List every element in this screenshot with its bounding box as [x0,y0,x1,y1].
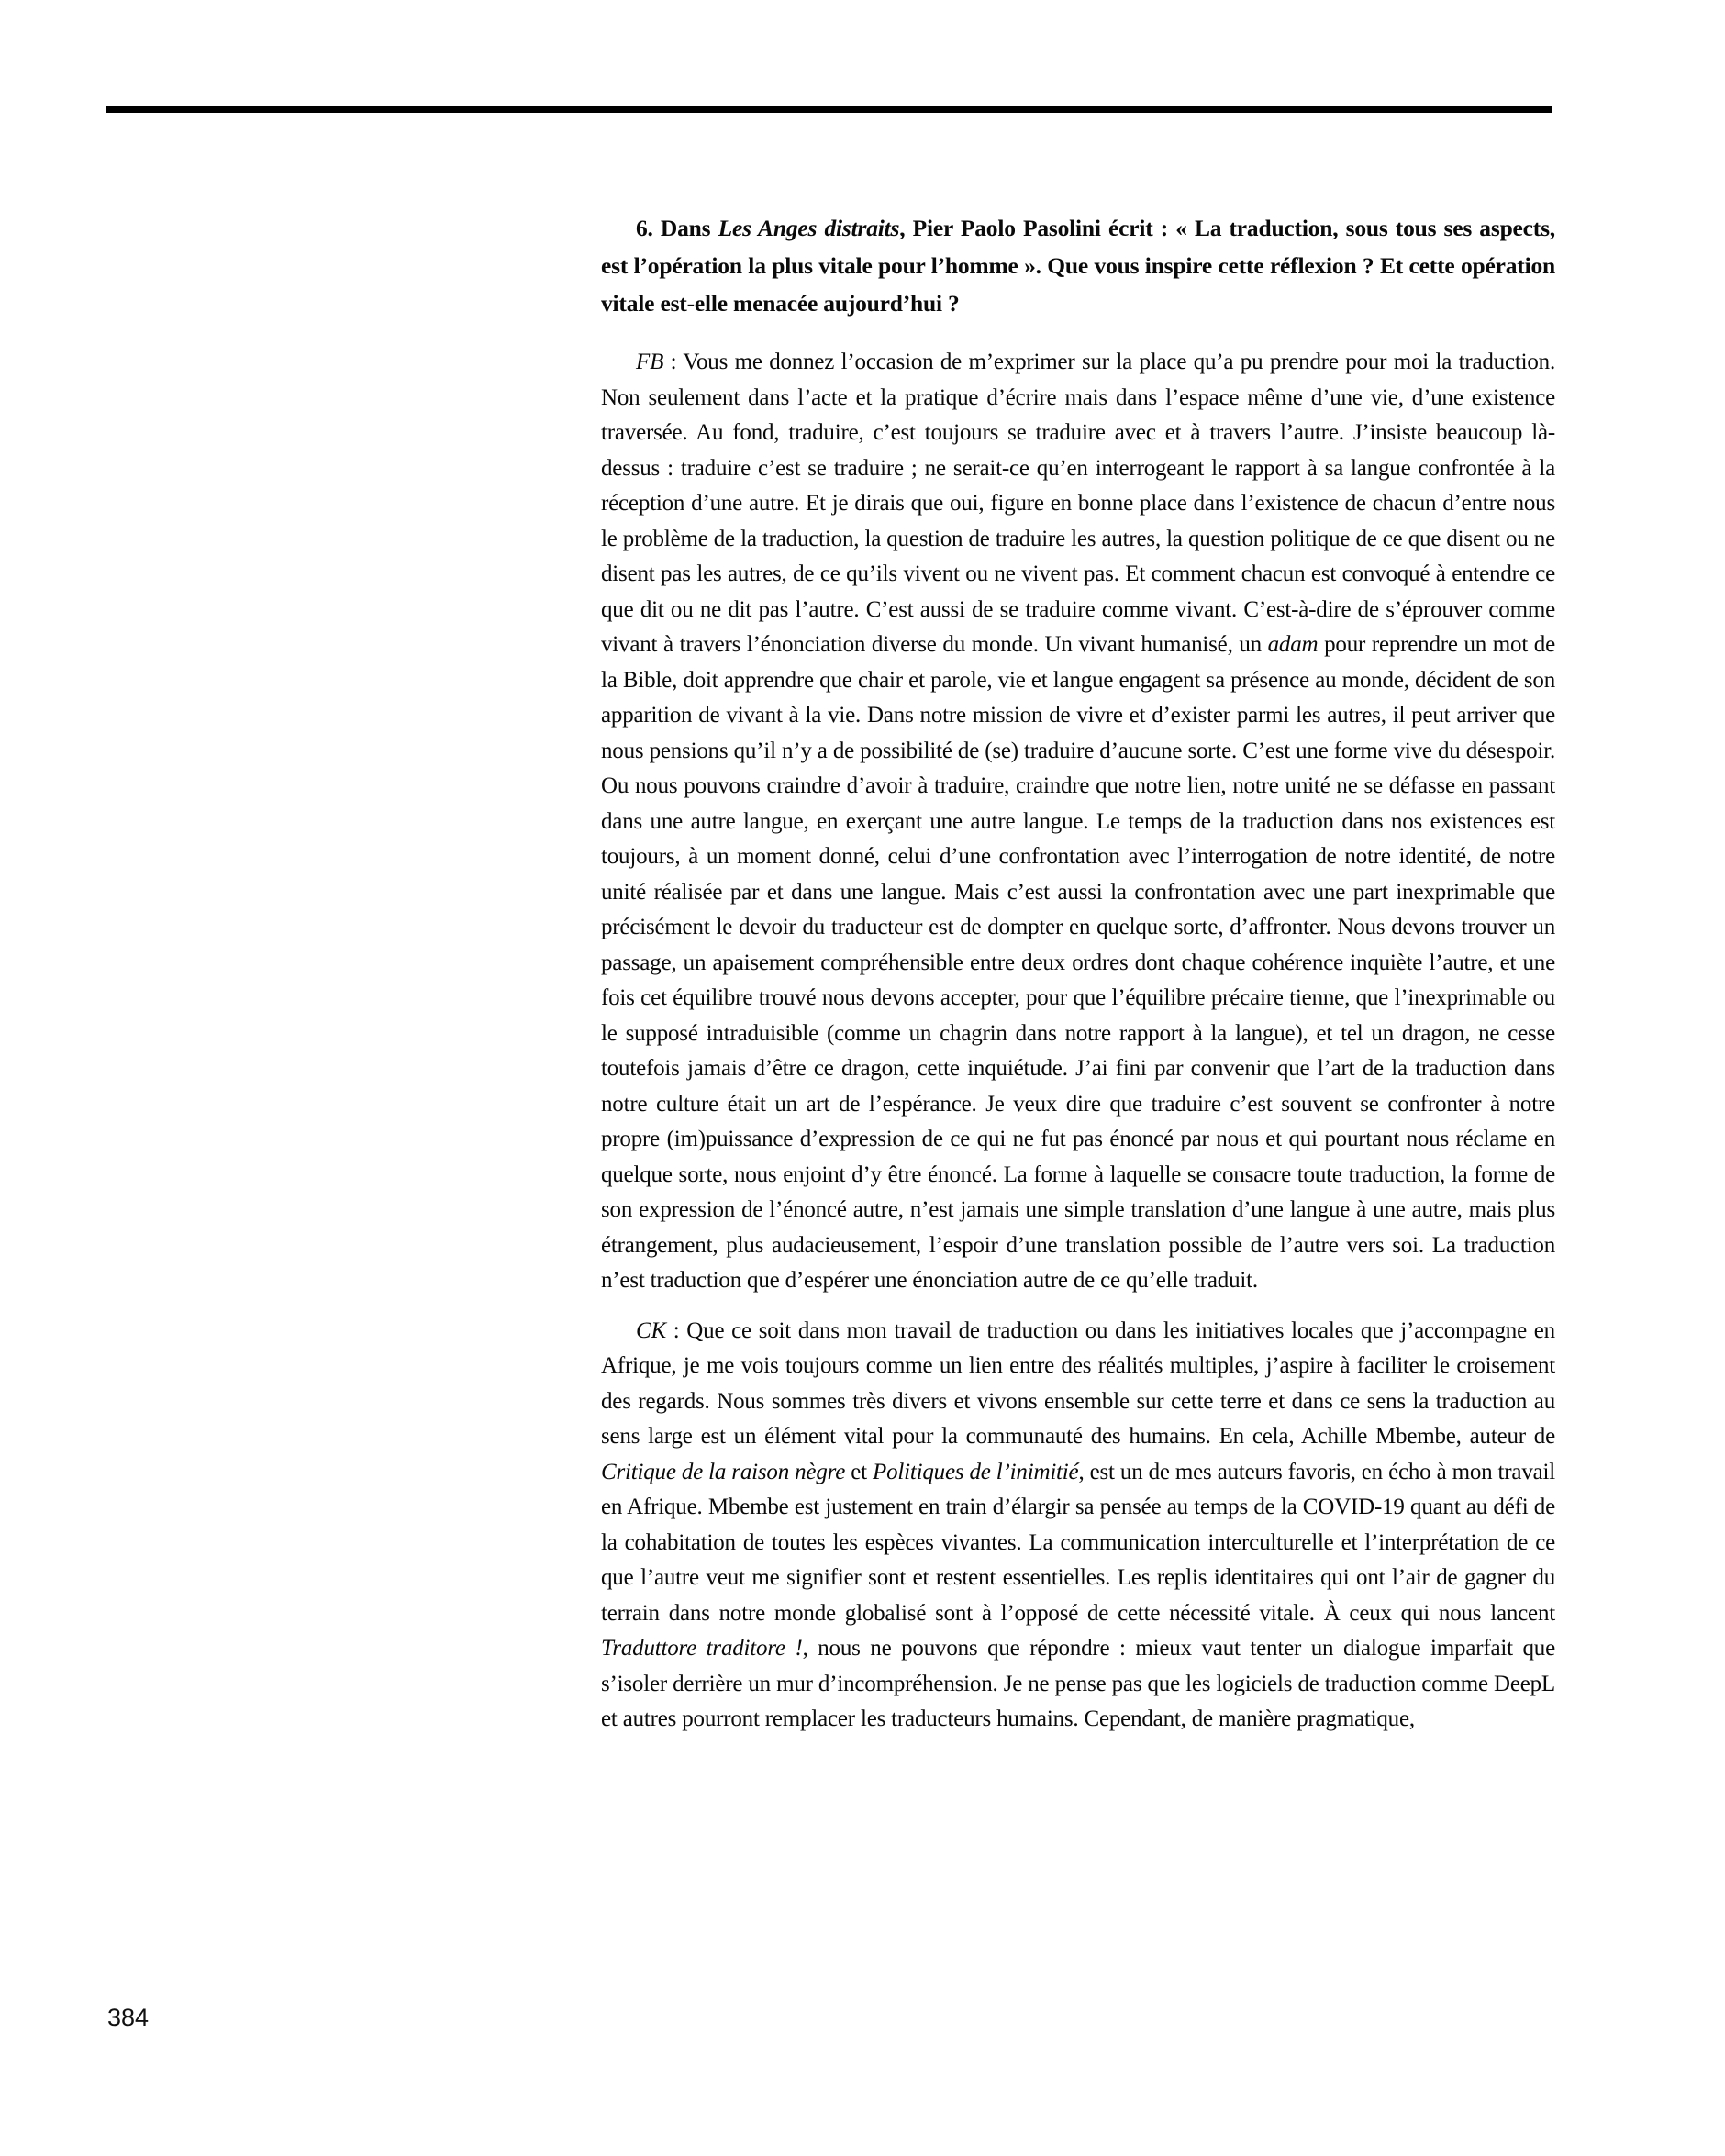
page-number: 384 [107,2004,150,2031]
answer-paragraph-fb: FB : Vous me donnez l’occasion de m’exprimer sur la place qu’a pu prendre pour moi la traduction. Non seulement dans l’acte et la pratique d’écrire mais dans l’espace même d’une vie, d’une existence traversée. Au fond, traduire, c’est toujours se traduire avec et à travers l’autre. J’insiste beaucoup là-dessus : traduire c’est se traduire ; ne serait-ce qu’en interrogeant le rapport à sa langue confrontée à la réception d’une autre. Et je dirais que oui, figure en bonne place dans l’existence de chacun d’entre nous le problème de la traduction, la question de traduire les autres, la question politique de ce que disent ou ne disent pas les autres, de ce qu’ils vivent ou ne vivent pas. Et comment chacun est convoqué à entendre ce que dit ou ne dit pas l’autre. C’est aussi de se traduire comme vivant. C’est-à-dire de s’éprouver comme vivant à travers l’énonciation diverse du monde. Un vivant humanisé, un adam pour reprendre un mot de la Bible, doit apprendre que chair et parole, vie et langue engagent sa présence au monde, décident de son apparition de vivant à la vie. Dans notre mission de vivre et d’exister parmi les autres, il peut arriver que nous pensions qu’il n’y a de possibilité de (se) traduire d’aucune sorte. C’est une forme vive du désespoir. Ou nous pouvons craindre d’avoir à traduire, craindre que notre lien, notre unité ne se défasse en passant dans une autre langue, en exerçant une autre langue. Le temps de la traduction dans nos existences est toujours, à un moment donné, celui d’une confrontation avec l’interrogation de notre identité, de notre unité réalisée par et dans une langue. Mais c’est aussi la confrontation avec une part inexprimable que précisément le devoir du traducteur est de dompter en quelque sorte, d’affronter. Nous devons trouver un passage, un apaisement compréhensible entre deux ordres dont chaque cohérence inquiète l’autre, et une fois cet équilibre trouvé nous devons accepter, pour que l’équilibre précaire tienne, que l’inexprimable ou le supposé intraduisible (comme un chagrin dans notre rapport à la langue), et tel un dragon, ne cesse toutefois jamais d’être ce dragon, cette inquiétude. J’ai fini par convenir que l’art de la traduction dans notre culture était un art de l’espérance. Je veux dire que traduire c’est souvent se confronter à notre propre (im)puissance d’expression de ce qui ne fut pas énoncé par nous et qui pourtant nous réclame en quelque sorte, nous enjoint d’y être énoncé. La forme à laquelle se consacre toute traduction, la forme de son expression de l’énoncé autre, n’est jamais une simple translation d’une langue à une autre, mais plus étrangement, plus audacieusement, l’espoir d’une translation possible de l’autre vers soi. La traduction n’est traduction que d’espérer une énonciation autre de ce qu’elle traduit. [601,350,1555,1293]
top-rule [106,106,1552,113]
question-paragraph: 6. Dans Les Anges distraits, Pier Paolo Pasolini écrit : « La traduction, sous tous ses aspects, est l’opération la plus vitale pour l’homme ». Que vous inspire cette réflexion ? Et cette opération vitale est-elle menacée aujourd’hui ? [601,215,1555,317]
text-column [601,209,1555,1752]
answer-paragraph-ck: CK : Que ce soit dans mon travail de traduction ou dans les initiatives locales que j’accompagne en Afrique, je me vois toujours comme un lien entre des réalités multiples, j’aspire à faciliter le croisement des regards. Nous sommes très divers et vivons ensemble sur cette terre et dans ce sens la traduction au sens large est un élément vital pour la communauté des humains. En cela, Achille Mbembe, auteur de Critique de la raison nègre et Politiques de l’inimitié, est un de mes auteurs favoris, en écho à mon travail en Afrique. Mbembe est justement en train d’élargir sa pensée au temps de la COVID-19 quant au défi de la cohabitation de toutes les espèces vivantes. La communication interculturelle et l’interprétation de ce que l’autre veut me signifier sont et restent essentielles. Les replis identitaires qui ont l’air de gagner du terrain dans notre monde globalisé sont à l’opposé de cette nécessité vitale. À ceux qui nous lancent Traduttore traditore !, nous ne pouvons que répondre : mieux vaut tenter un dialogue imparfait que s’isoler derrière un mur d’incompréhension. Je ne pense pas que les logiciels de traduction comme DeepL et autres pourront remplacer les traducteurs humains. Cependant, de manière pragmatique, [601,1317,1556,1731]
